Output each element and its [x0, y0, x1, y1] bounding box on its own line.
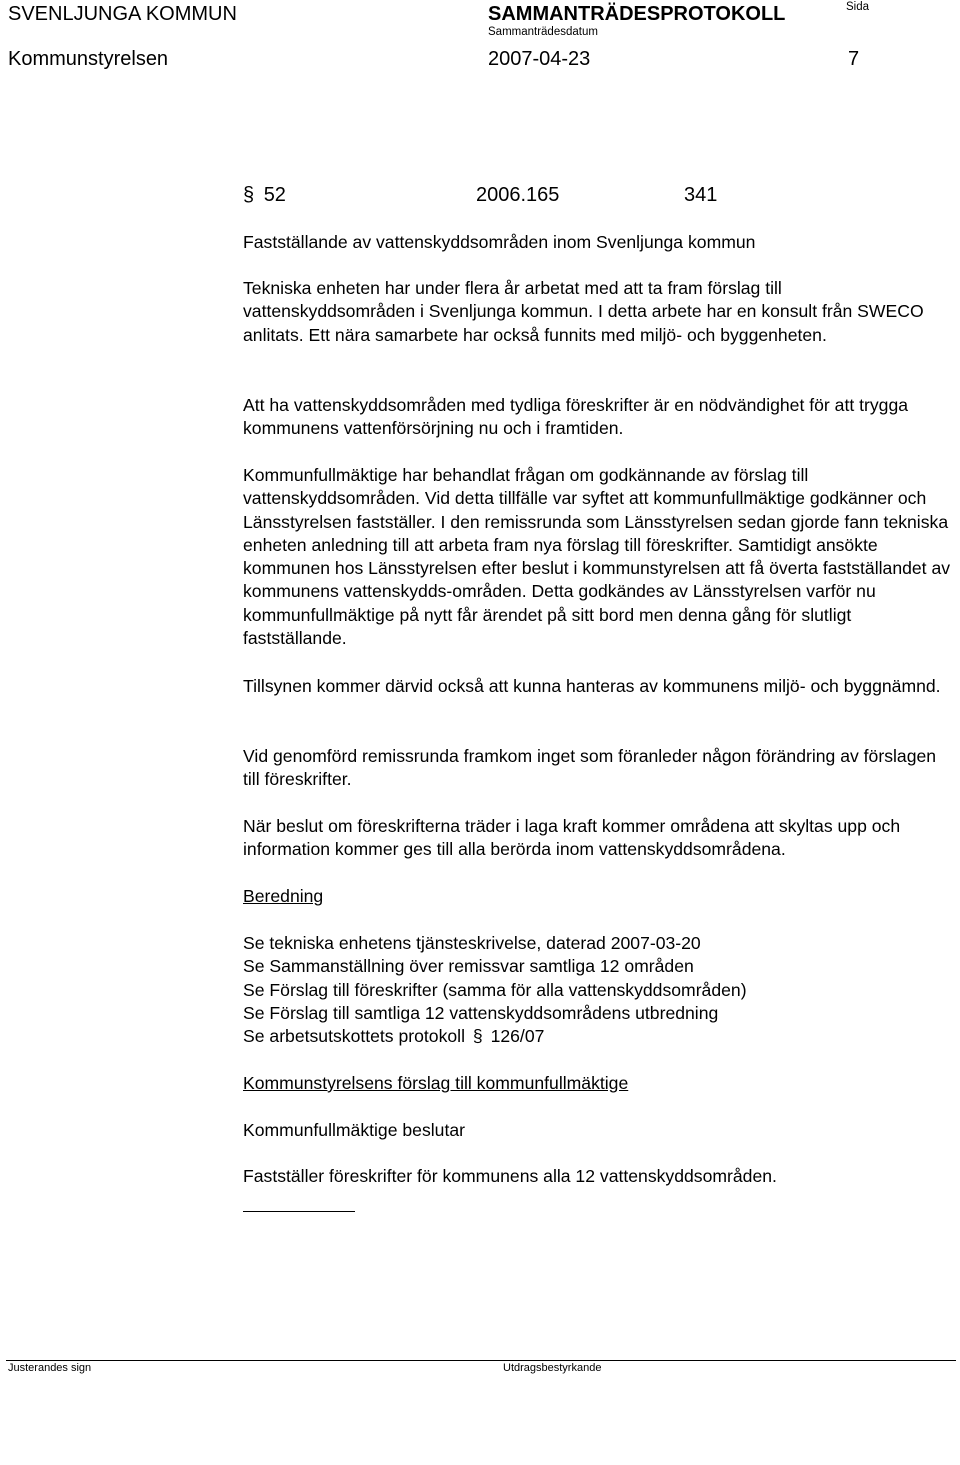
date-label: Sammanträdesdatum — [488, 26, 598, 38]
paragraph-symbol: § — [243, 184, 255, 206]
footer-right-label: Utdragsbestyrkande — [503, 1362, 602, 1374]
protocol-reference: 126/07 — [490, 1026, 545, 1046]
reference-number: 341 — [684, 184, 718, 206]
beredning-item-text: Se arbetsutskottets protokoll — [243, 1026, 465, 1046]
proposal-heading: Kommunstyrelsens förslag till kommunfullmäktige — [243, 1073, 629, 1093]
committee-name: Kommunstyrelsen — [8, 48, 169, 70]
beredning-heading: Beredning — [243, 886, 324, 906]
proposal-decision: Fastställer föreskrifter för kommunens alla 12 vattenskyddsområden. — [243, 1166, 777, 1186]
end-rule — [243, 1211, 355, 1212]
beredning-item: Se Sammanställning över remissvar samtliga 12 områden — [243, 956, 694, 976]
paragraph-2: Att ha vattenskyddsområden med tydliga föreskrifter är en nödvändighet för att trygga kommunens vattenförsörjning nu och i framtiden. — [243, 395, 909, 439]
paragraph-1: Tekniska enheten har under flera år arbetat med att ta fram förslag till vattenskyddsområden i Svenljunga kommun. I detta arbete har en konsult från SWECO anlitats. Ett nära samarbete har också funnits med miljö- och byggenheten. — [243, 278, 924, 345]
item-number: 52 — [263, 184, 286, 206]
beredning-item: Se Förslag till föreskrifter (samma för alla vattenskyddsområden) — [243, 980, 747, 1000]
beredning-item: Se tekniska enhetens tjänsteskrivelse, daterad 2007-03-20 — [243, 933, 701, 953]
beredning-item: Se Förslag till samtliga 12 vattenskyddsområdens utbredning — [243, 1003, 719, 1023]
municipality-name: SVENLJUNGA KOMMUN — [8, 3, 237, 25]
paragraph-symbol: § — [472, 1026, 483, 1046]
meeting-date: 2007-04-23 — [488, 48, 591, 70]
item-heading — [243, 183, 286, 207]
paragraph-3: Kommunfullmäktige har behandlat frågan om godkännande av förslag till vattenskyddsområden. Vid detta tillfälle var syftet att kommunfullmäktige godkänner och Länsstyrelsen fastställer. I den remissrunda som Länsstyrelsen sedan gjorde fann tekniska enheten anledning till att arbeta fram nya förslag till föreskrifter. Samtidigt ansökte kommunen hos Länsstyrelsen efter beslut i kommunstyrelsen att få överta fastställandet av kommunens vattenskydds-områden. Detta godkändes av Länsstyrelsen varför nu kommunfullmäktige på nytt får ärendet på sitt bord men denna gång för slutligt fastställande. — [243, 465, 951, 649]
beredning-item — [243, 1025, 544, 1048]
proposal-subheading: Kommunfullmäktige beslutar — [243, 1120, 465, 1140]
case-number: 2006.165 — [476, 184, 560, 206]
footer-divider — [6, 1360, 956, 1361]
paragraph-4: Tillsynen kommer därvid också att kunna hanteras av kommunens miljö- och byggnämnd. — [243, 676, 941, 696]
paragraph-6: När beslut om föreskrifterna träder i laga kraft kommer områdena att skyltas upp och information kommer ges till alla berörda inom vattenskyddsområdena. — [243, 816, 901, 860]
item-title: Fastställande av vattenskyddsområden inom Svenljunga kommun — [243, 232, 756, 252]
page-number: 7 — [848, 48, 860, 70]
footer-left-label: Justerandes sign — [8, 1362, 92, 1374]
document-type: SAMMANTRÄDESPROTOKOLL — [488, 3, 786, 25]
paragraph-5: Vid genomförd remissrunda framkom inget som föranleder någon förändring av förslagen till föreskrifter. — [243, 746, 937, 790]
page-label: Sida — [846, 1, 870, 13]
